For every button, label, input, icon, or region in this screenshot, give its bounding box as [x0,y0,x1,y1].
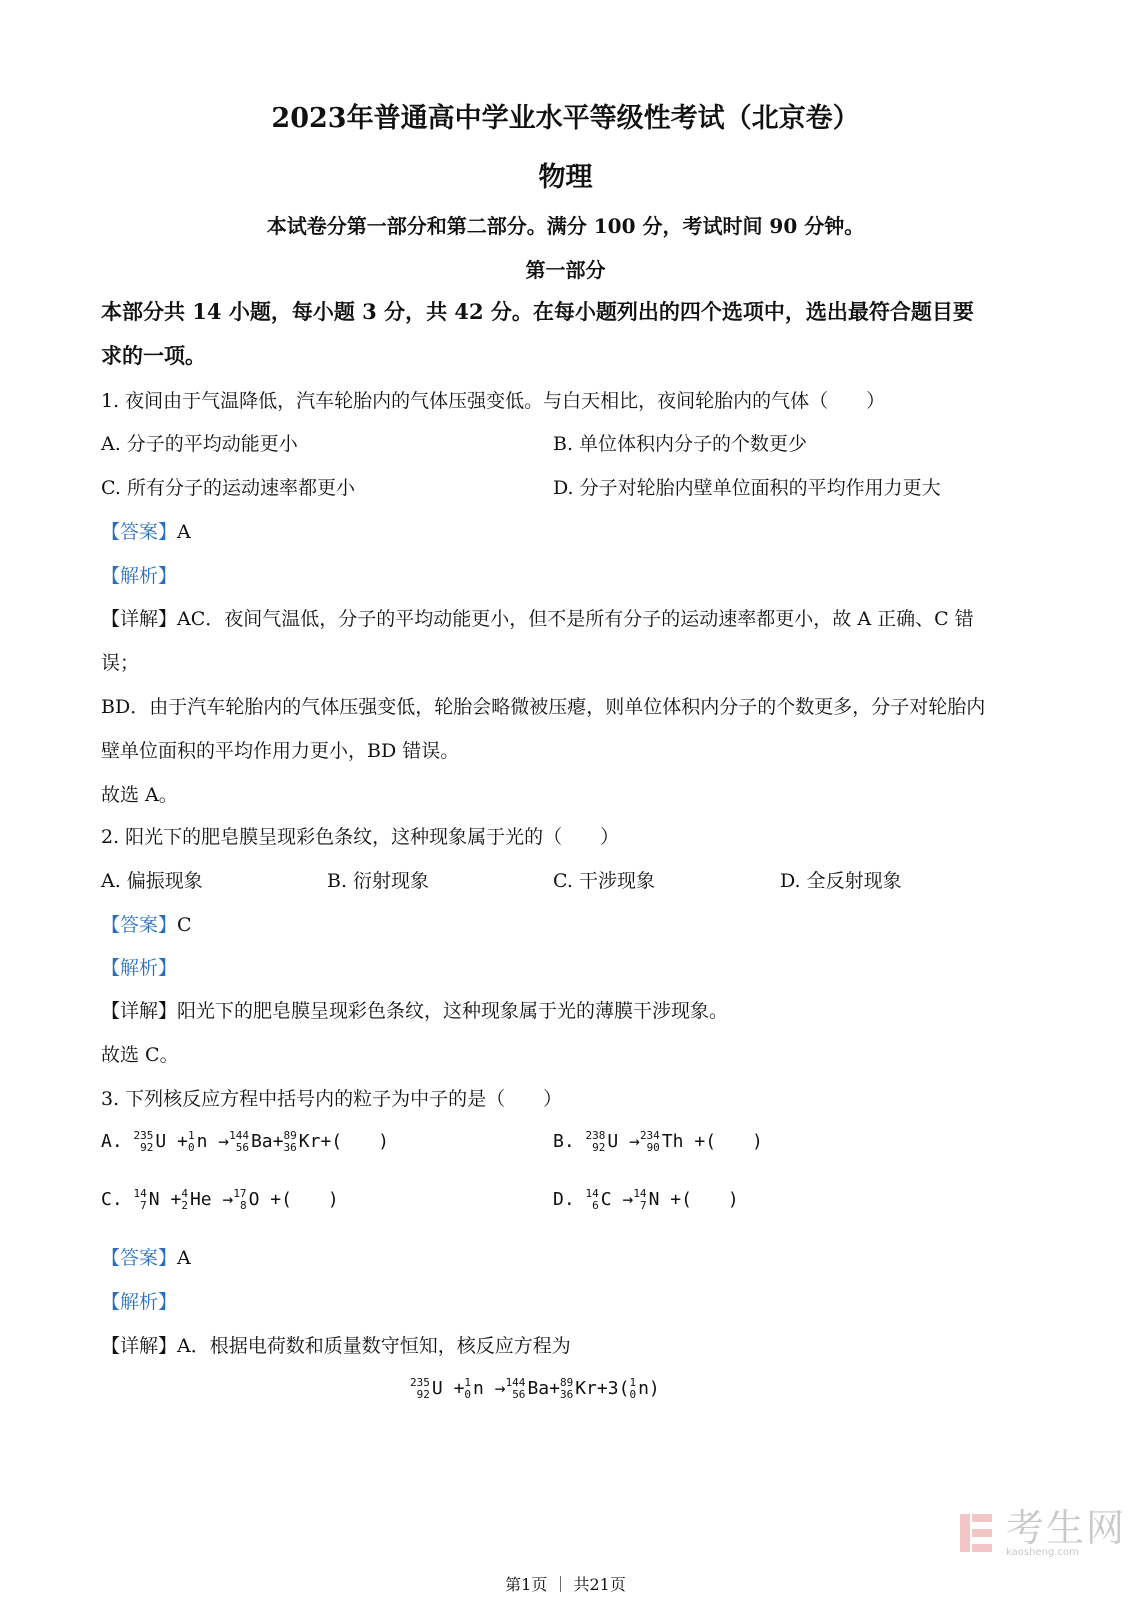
q2-option-a: A. 偏振现象 [101,870,203,892]
answer-tag: 【答案】 [101,1247,178,1269]
q1-detail-3: BD．由于汽车轮胎内的气体压强变低，轮胎会略微被压瘪，则单位体积内分子的个数更多，分子对轮胎内 [101,696,986,718]
q1-option-b: B. 单位体积内分子的个数更少 [553,433,808,455]
q1-analysis-tag: 【解析】 [101,565,178,587]
q1-detail-5: 故选 A。 [101,784,178,806]
q1-answer: A [177,521,191,543]
q2-option-d: D. 全反射现象 [780,870,902,892]
kaosheng-logo-icon [958,1510,994,1556]
q3-reaction-equation: 235 92 U + 1 0 n → 144 56 Ba+ 89 36 Kr+3( 1 0 n) [410,1376,660,1401]
q1-detail-4: 壁单位面积的平均作用力更小，BD 错误。 [101,740,460,762]
part-instructions-line1: 本部分共 14 小题，每小题 3 分，共 42 分。在每小题列出的四个选项中，选出最符合题目要 [101,299,974,324]
q2-option-b: B. 衍射现象 [327,870,430,892]
q2-stem: 2. 阳光下的肥皂膜呈现彩色条纹，这种现象属于光的（ ） [101,826,620,848]
q1-option-d: D. 分子对轮胎内壁单位面积的平均作用力更大 [553,477,941,499]
q2-analysis-tag: 【解析】 [101,957,178,979]
q2-answer-row [101,910,192,937]
page-footer: 第1页 ｜ 共21页 [505,1575,626,1594]
q1-option-c: C. 所有分子的运动速率都更小 [101,477,355,499]
part-heading: 第一部分 [525,258,606,282]
q3-option-b: B. 238 92 U → 234 90 Th +( ) [553,1129,763,1154]
q2-option-c: C. 干涉现象 [553,870,655,892]
q1-detail-1: 【详解】AC．夜间气温低，分子的平均动能更小，但不是所有分子的运动速率都更小，故 A 正确、C 错 [101,608,974,630]
q3-stem: 3. 下列核反应方程中括号内的粒子为中子的是（ ） [101,1088,563,1110]
detail-tag: 【详解】 [101,1000,178,1022]
q1-detail-2: 误； [101,652,140,674]
watermark [958,1508,1126,1558]
q2-detail-2: 故选 C。 [101,1044,179,1066]
q2-answer: C [177,914,192,936]
detail-tag: 【详解】 [101,608,178,630]
q1-answer-row [101,517,191,544]
q3-detail-1: 【详解】A．根据电荷数和质量数守恒知，核反应方程为 [101,1335,571,1357]
watermark-text: 考生网 [1006,1506,1127,1550]
subject-title: 物理 [538,162,593,193]
detail-tag: 【详解】 [101,1335,178,1357]
answer-tag: 【答案】 [101,521,178,543]
q3-answer: A [177,1247,191,1269]
q1-option-a: A. 分子的平均动能更小 [101,433,298,455]
answer-tag: 【答案】 [101,914,178,936]
q3-option-c: C. 14 7 N + 4 2 He → 17 8 O +( ) [101,1187,339,1212]
q1-stem: 1. 夜间由于气温降低，汽车轮胎内的气体压强变低。与白天相比，夜间轮胎内的气体（ ） [101,390,886,412]
q2-detail-1: 【详解】阳光下的肥皂膜呈现彩色条纹，这种现象属于光的薄膜干涉现象。 [101,1000,729,1022]
exam-title: 2023年普通高中学业水平等级性考试（北京卷） [271,103,860,134]
q3-option-d: D. 14 6 C → 14 7 N +( ) [553,1187,739,1212]
q3-option-a: A. 235 92 U + 1 0 n → 144 56 Ba+ 89 36 Kr+( ) [101,1129,389,1154]
exam-intro: 本试卷分第一部分和第二部分。满分 100 分，考试时间 90 分钟。 [266,214,865,238]
watermark-url: kaosheng.com [1006,1547,1079,1558]
q3-analysis-tag: 【解析】 [101,1291,178,1313]
q3-answer-row [101,1243,191,1270]
part-instructions-line2: 求的一项。 [101,343,206,368]
